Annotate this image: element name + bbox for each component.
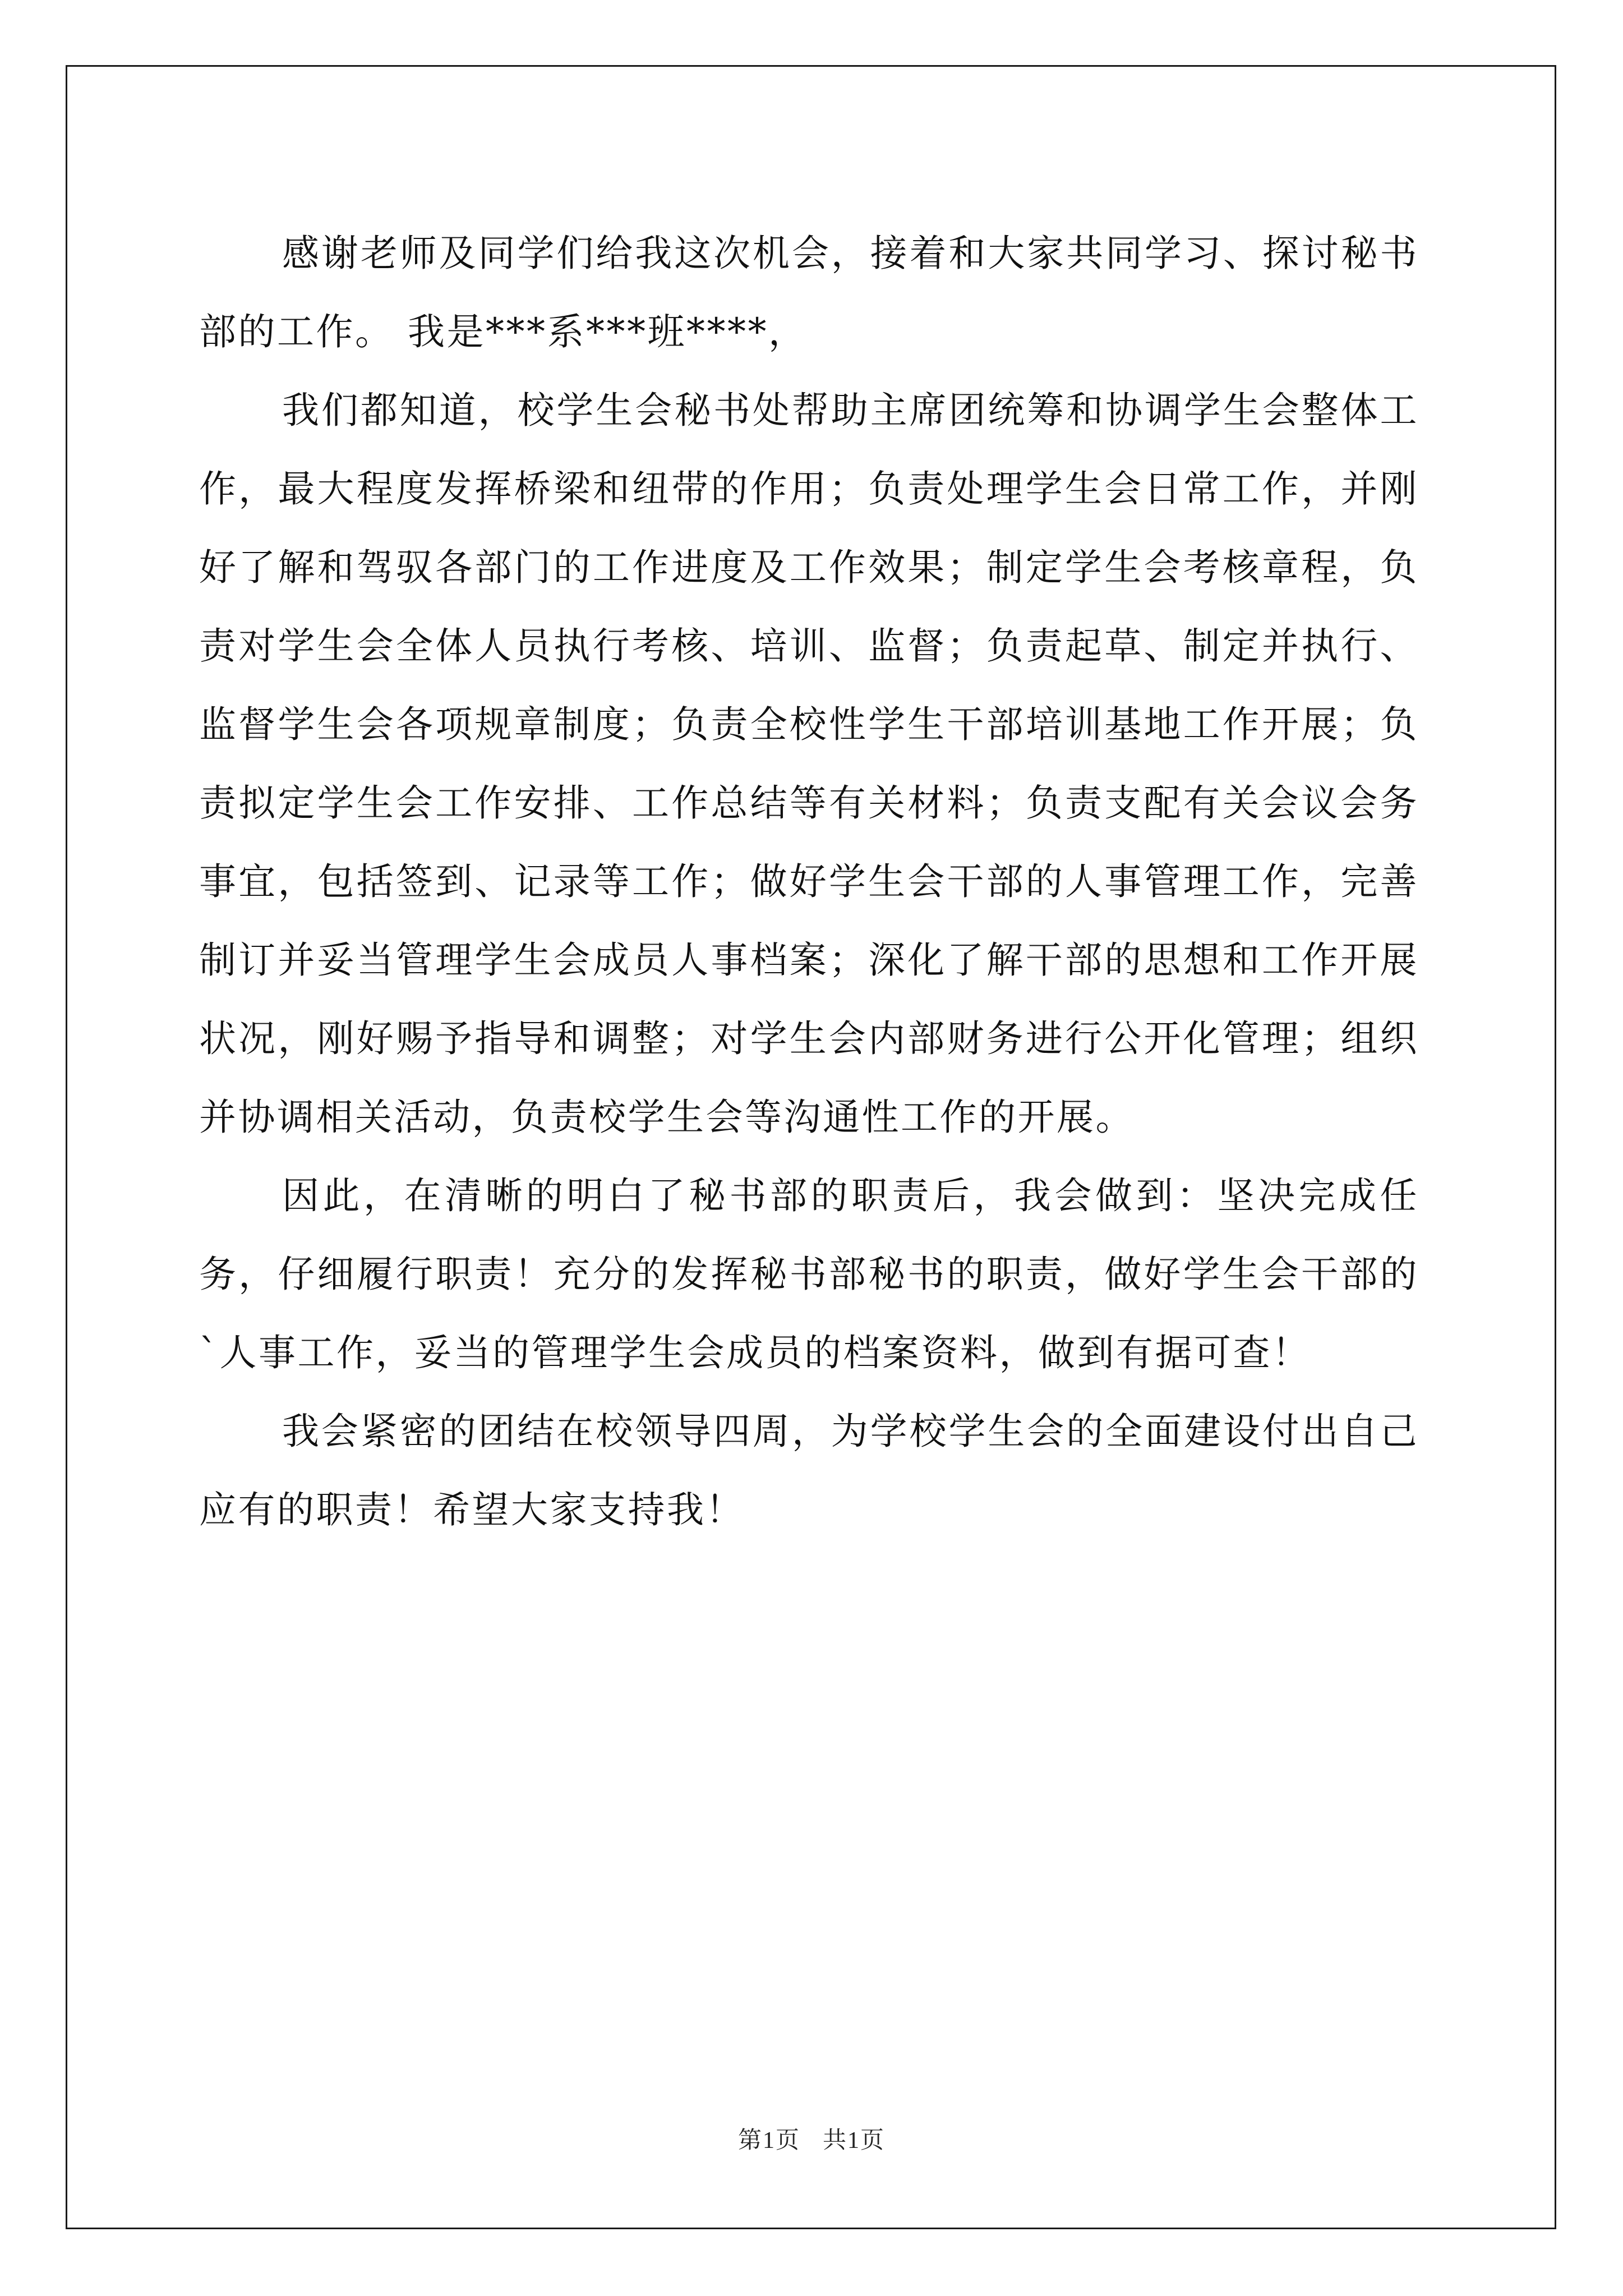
paragraph-1: 感谢老师及同学们给我这次机会，接着和大家共同学习、探讨秘书部的工作。 我是***系***班****，	[199, 232, 1419, 353]
page-number-current: 第1页	[737, 2128, 800, 2154]
document-body	[199, 214, 1419, 1549]
page-footer	[0, 2122, 1623, 2155]
paragraph-4: 我会紧密的团结在校领导四周，为学校学生会的全面建设付出自己应有的职责！希望大家支持我！	[199, 1410, 1419, 1531]
paragraph-3: 因此，在清晰的明白了秘书部的职责后，我会做到：坚决完成任务，仔细履行职责！充分的发挥秘书部秘书的职责，做好学生会干部的`人事工作，妥当的管理学生会成员的档案资料，做到有据可查！	[199, 1174, 1419, 1374]
page-number-total: 共1页	[823, 2128, 886, 2154]
paragraph-2: 我们都知道，校学生会秘书处帮助主席团统筹和协调学生会整体工作，最大程度发挥桥梁和纽带的作用；负责处理学生会日常工作，并刚好了解和驾驭各部门的工作进度及工作效果；制定学生会考核章程，负责对学生会全体人员执行考核、培训、监督；负责起草、制定并执行、监督学生会各项规章制度；负责全校性学生干部培训基地工作开展；负责拟定学生会工作安排、工作总结等有关材料；负责支配有关会议会务事宜，包括签到、记录等工作；做好学生会干部的人事管理工作，完善制订并妥当管理学生会成员人事档案；深化了解干部的思想和工作开展状况，刚好赐予指导和调整；对学生会内部财务进行公开化管理；组织并协调相关活动，负责校学生会等沟通性工作的开展。	[199, 389, 1419, 1139]
